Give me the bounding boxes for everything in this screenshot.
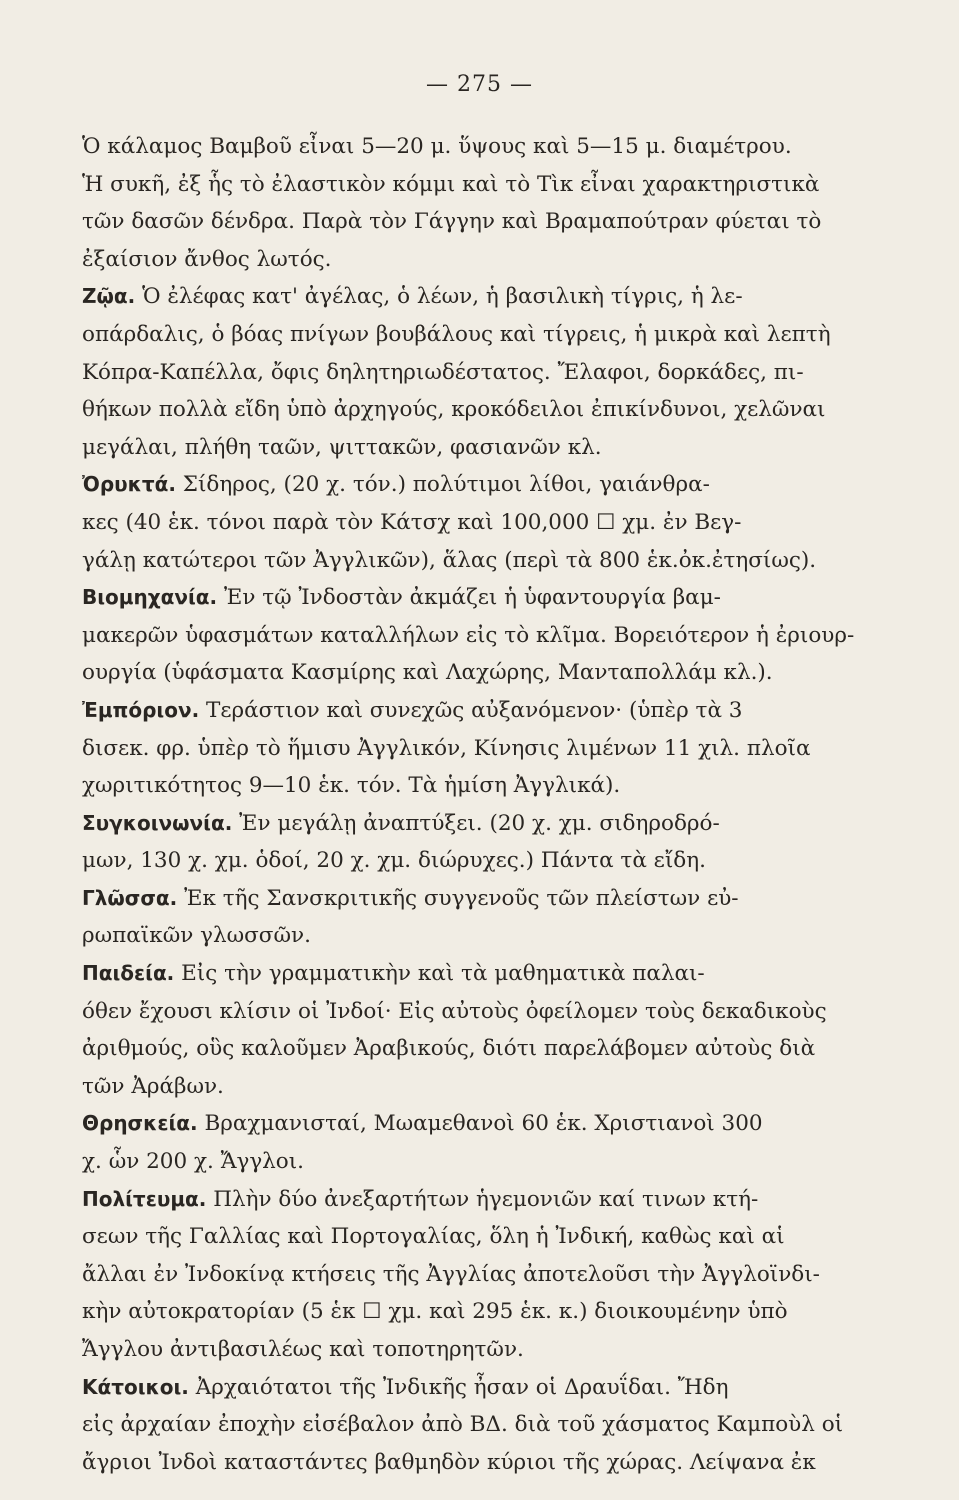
text-line bbox=[82, 730, 882, 768]
line-text: Ἐν τῷ Ἰνδοστὰν ἀκμάζει ἡ ὑφαντουργία βαμ- bbox=[217, 585, 721, 611]
line-text: ἄγριοι Ἰνδοὶ καταστάντες βαθμηδὸν κύριοι τῆς χώρας. Λείψανα ἐκ bbox=[82, 1449, 816, 1475]
text-line bbox=[82, 542, 882, 580]
line-text: Τεράστιον καὶ συνεχῶς αὐξανόμενον· (ὑπὲρ τὰ 3 bbox=[199, 697, 743, 723]
text-line bbox=[82, 692, 882, 730]
line-text: θήκων πολλὰ εἴδη ὑπὸ ἀρχηγούς, κροκόδειλοι ἐπικίνδυνοι, χελῶναι bbox=[82, 397, 826, 423]
text-line bbox=[82, 1105, 882, 1143]
line-text: Σίδηρος, (20 χ. τόν.) πολύτιμοι λίθοι, γαιάνθρα- bbox=[175, 472, 710, 498]
line-text: Ἄγγλου ἀντιβασιλέως καὶ τοποτηρητῶν. bbox=[82, 1337, 524, 1362]
text-line bbox=[82, 316, 882, 354]
text-line bbox=[82, 1369, 882, 1407]
line-text: Ἀρχαιότατοι τῆς Ἰνδικῆς ἦσαν οἱ Δραυΐδαι. Ἤδη bbox=[188, 1374, 729, 1400]
text-line bbox=[82, 1030, 882, 1068]
line-text: τῶν δασῶν δένδρα. Παρὰ τὸν Γάγγην καὶ Βραμαπούτραν φύεται τὸ bbox=[82, 209, 822, 235]
text-line bbox=[82, 617, 882, 655]
text-line bbox=[82, 354, 882, 392]
text-line bbox=[82, 1293, 882, 1331]
text-line bbox=[82, 1444, 882, 1482]
section-heading: Βιομηχανία. bbox=[82, 585, 218, 610]
text-line bbox=[82, 1068, 882, 1106]
line-text: Κόπρα-Καπέλλα, ὄφις δηλητηριωδέστατος. Ἔλαφοι, δορκάδες, πι- bbox=[82, 359, 804, 385]
section-heading: Πολίτευμα. bbox=[82, 1186, 207, 1211]
section-heading: Ἐμπόριον. bbox=[82, 697, 200, 722]
line-text: ρωπαϊκῶν γλωσσῶν. bbox=[82, 923, 311, 949]
text-line bbox=[82, 955, 882, 993]
line-text: τῶν Ἀράβων. bbox=[82, 1073, 224, 1099]
text-line bbox=[82, 203, 882, 241]
line-text: ουργία (ὑφάσματα Κασμίρης καὶ Λαχώρης, Μανταπολλάμ κλ.). bbox=[82, 660, 773, 686]
text-line bbox=[82, 166, 882, 204]
text-line bbox=[82, 1143, 882, 1181]
section-heading: Θρησκεία. bbox=[82, 1111, 198, 1136]
line-text: κὴν αὐτοκρατορίαν (5 ἑκ ☐ χμ. καὶ 295 ἑκ. κ.) διοικουμένην ὑπὸ bbox=[82, 1299, 788, 1325]
line-text: Ὁ κάλαμος Βαμβοῦ εἶναι 5—20 μ. ὕψους καὶ 5—15 μ. διαμέτρου. bbox=[82, 134, 792, 159]
page-number: — 275 — bbox=[426, 72, 533, 97]
text-line bbox=[82, 466, 882, 504]
line-text: οπάρδαλις, ὁ βόας πνίγων βουβάλους καὶ τίγρεις, ἡ μικρὰ καὶ λεπτὴ bbox=[82, 321, 831, 347]
text-line bbox=[82, 429, 882, 467]
text-line bbox=[82, 128, 882, 166]
line-text: σεων τῆς Γαλλίας καὶ Πορτογαλίας, ὅλη ἡ Ἰνδική, καθὼς καὶ αἱ bbox=[82, 1224, 785, 1250]
line-text: μων, 130 χ. χμ. ὁδοί, 20 χ. χμ. διώρυχες.) Πάντα τὰ εἴδη. bbox=[82, 848, 706, 874]
line-text: Βραχμανισταί, Μωαμεθανοὶ 60 ἑκ. Χριστιανοὶ 300 bbox=[197, 1111, 763, 1137]
line-text: Εἰς τὴν γραμματικὴν καὶ τὰ μαθηματικὰ παλαι- bbox=[174, 961, 705, 987]
text-line bbox=[82, 579, 882, 617]
section-heading: Παιδεία. bbox=[82, 961, 175, 986]
line-text: Ἐκ τῆς Σανσκριτικῆς συγγενοῦς τῶν πλείστων εὐ- bbox=[177, 885, 739, 911]
text-line bbox=[82, 917, 882, 955]
section-heading: Ζῷα. bbox=[82, 284, 136, 309]
text-line bbox=[82, 1256, 882, 1294]
section-heading: Κάτοικοι. bbox=[82, 1374, 189, 1399]
line-text: Ὁ ἐλέφας κατ' ἀγέλας, ὁ λέων, ἡ βασιλικὴ τίγρις, ἡ λε- bbox=[135, 284, 743, 310]
section-heading: Ὀρυκτά. bbox=[82, 472, 176, 497]
line-text: Ἐν μεγάλῃ ἀναπτύξει. (20 χ. χμ. σιδηροδρό- bbox=[232, 810, 720, 836]
text-line bbox=[82, 767, 882, 805]
line-text: χ. ὧν 200 χ. Ἄγγλοι. bbox=[82, 1149, 305, 1175]
line-text: ἀριθμούς, οὓς καλοῦμεν Ἀραβικούς, διότι παρελάβομεν αὐτοὺς διὰ bbox=[82, 1036, 816, 1062]
text-line bbox=[82, 391, 882, 429]
line-text: όθεν ἔχουσι κλίσιν οἱ Ἰνδοί· Εἰς αὐτοὺς ὀφείλομεν τοὺς δεκαδικοὺς bbox=[82, 998, 827, 1024]
line-text: Ἡ συκῆ, ἐξ ἧς τὸ ἐλαστικὸν κόμμι καὶ τὸ Τὶκ εἶναι χαρακτηριστικὰ bbox=[82, 171, 820, 197]
text-line bbox=[82, 842, 882, 880]
text-line bbox=[82, 241, 882, 279]
text-line bbox=[82, 654, 882, 692]
text-line bbox=[82, 1218, 882, 1256]
text-line bbox=[82, 278, 882, 316]
line-text: μεγάλαι, πλήθη ταῶν, ψιττακῶν, φασιανῶν κλ. bbox=[82, 434, 602, 460]
line-text: γάλῃ κατώτεροι τῶν Ἀγγλικῶν), ἅλας (περὶ τὰ 800 ἑκ.ὀκ.ἐτησίως). bbox=[82, 547, 817, 573]
line-text: Πλὴν δύο ἀνεξαρτήτων ἡγεμονιῶν καί τινων κτή- bbox=[206, 1186, 759, 1212]
line-text: ἄλλαι ἐν Ἰνδοκίνᾳ κτήσεις τῆς Ἀγγλίας ἀποτελοῦσι τὴν Ἀγγλοϊνδι- bbox=[82, 1261, 820, 1287]
text-line bbox=[82, 993, 882, 1031]
line-text: κες (40 ἑκ. τόνοι παρὰ τὸν Κάτσχ καὶ 100,000 ☐ χμ. ἐν Βεγ- bbox=[82, 509, 742, 535]
section-heading: Γλῶσσα. bbox=[82, 885, 178, 910]
text-line bbox=[82, 880, 882, 918]
text-line bbox=[82, 504, 882, 542]
text-line bbox=[82, 1406, 882, 1444]
line-text: μακερῶν ὑφασμάτων καταλλήλων εἰς τὸ κλῖμα. Βορειότερον ἡ ἐριουρ- bbox=[82, 622, 855, 648]
section-heading: Συγκοινωνία. bbox=[82, 810, 233, 835]
line-text: εἰς ἀρχαίαν ἐποχὴν εἰσέβαλον ἀπὸ ΒΔ. διὰ τοῦ χάσματος Καμποὺλ οἱ bbox=[82, 1412, 844, 1438]
text-line bbox=[82, 805, 882, 843]
line-text: χωριτικότητος 9—10 ἑκ. τόν. Τὰ ἡμίση Ἀγγλικά). bbox=[82, 773, 621, 799]
body-text bbox=[82, 128, 882, 1481]
line-text: ἐξαίσιον ἄνθος λωτός. bbox=[82, 246, 332, 272]
line-text: δισεκ. φρ. ὑπὲρ τὸ ἥμισυ Ἀγγλικόν, Κίνησις λιμένων 11 χιλ. πλοῖα bbox=[82, 735, 811, 761]
text-line bbox=[82, 1331, 882, 1369]
text-line bbox=[82, 1181, 882, 1219]
